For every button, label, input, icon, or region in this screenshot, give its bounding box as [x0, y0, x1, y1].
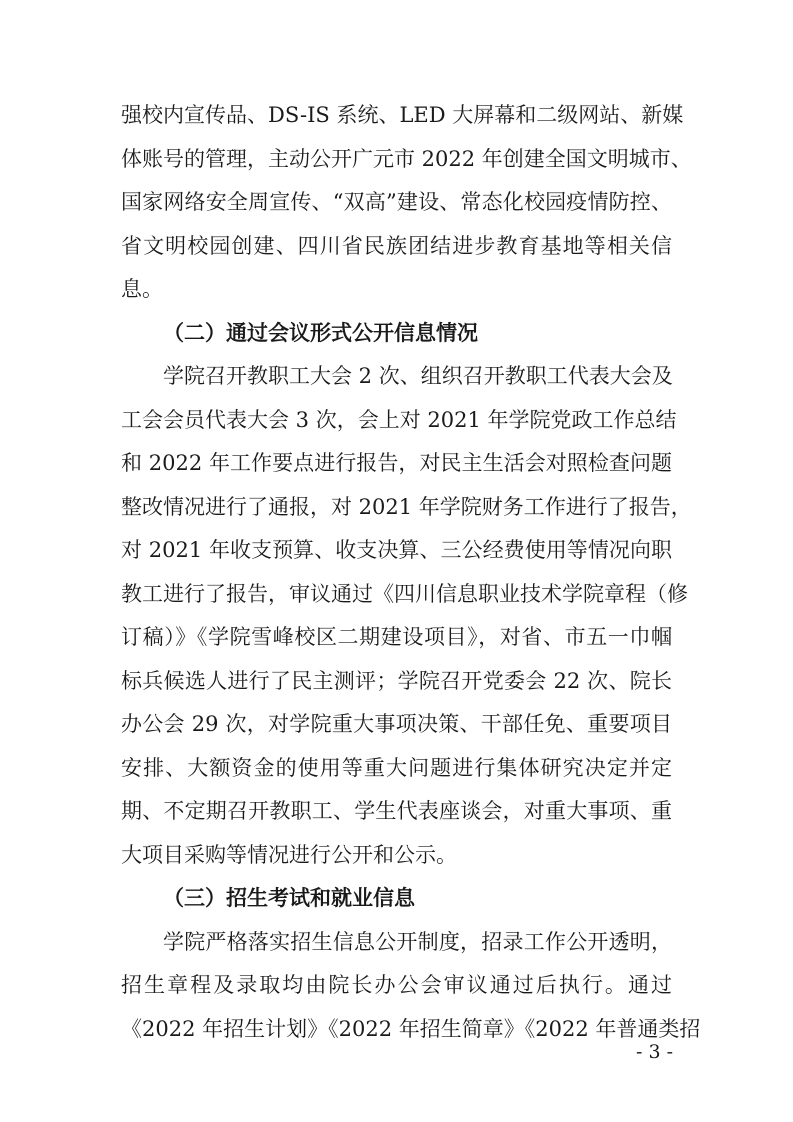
paragraph-line: 大项目采购等情况进行公开和公示。	[121, 843, 457, 867]
section-heading: （二）通过会议形式公开信息情况	[163, 320, 478, 345]
paragraph-line: 安排、大额资金的使用等重大问题进行集体研究决定并定	[121, 756, 672, 780]
paragraph-line: 招生章程及录取均由院长办公会审议通过后执行。通过	[121, 973, 672, 997]
paragraph-line: 办公会 29 次，对学院重大事项决策、干部任免、重要项目	[121, 712, 672, 736]
paragraph-line: 国家网络安全周宣传、“双高”建设、常态化校园疫情防控、	[121, 190, 672, 214]
paragraph-line: 《2022 年招生计划》《2022 年招生简章》《2022 年普通类招	[121, 1017, 701, 1041]
paragraph-line: 学院严格落实招生信息公开制度，招录工作公开透明，	[163, 930, 672, 954]
paragraph-line: 工会会员代表大会 3 次，会上对 2021 年学院党政工作总结	[121, 408, 677, 432]
paragraph-line: 整改情况进行了通报，对 2021 年学院财务工作进行了报告，	[121, 495, 692, 519]
section-heading: （三）招生考试和就业信息	[163, 885, 415, 910]
paragraph-line: 期、不定期召开教职工、学生代表座谈会，对重大事项、重	[121, 799, 672, 823]
paragraph-line: 教工进行了报告，审议通过《四川信息职业技术学院章程（修	[121, 582, 688, 606]
paragraph-line: 学院召开教职工大会 2 次、组织召开教职工代表大会及	[163, 364, 673, 388]
paragraph-line: 体账号的管理，主动公开广元市 2022 年创建全国文明城市、	[121, 147, 692, 171]
paragraph-line: 订稿）》《学院雪峰校区二期建设项目》，对省、市五一巾帼	[121, 625, 672, 649]
paragraph-line: 对 2021 年收支预算、收支决算、三公经费使用等情况向职	[121, 538, 672, 562]
paragraph-line: 和 2022 年工作要点进行报告，对民主生活会对照检查问题	[121, 451, 672, 475]
paragraph-line: 强校内宣传品、DS-IS 系统、LED 大屏幕和二级网站、新媒	[121, 103, 684, 127]
page-number: - 3 -	[635, 1041, 673, 1063]
paragraph-line: 标兵候选人进行了民主测评；学院召开党委会 22 次、院长	[121, 669, 672, 693]
paragraph-line: 息。	[121, 277, 163, 301]
paragraph-line: 省文明校园创建、四川省民族团结进步教育基地等相关信	[121, 234, 672, 258]
